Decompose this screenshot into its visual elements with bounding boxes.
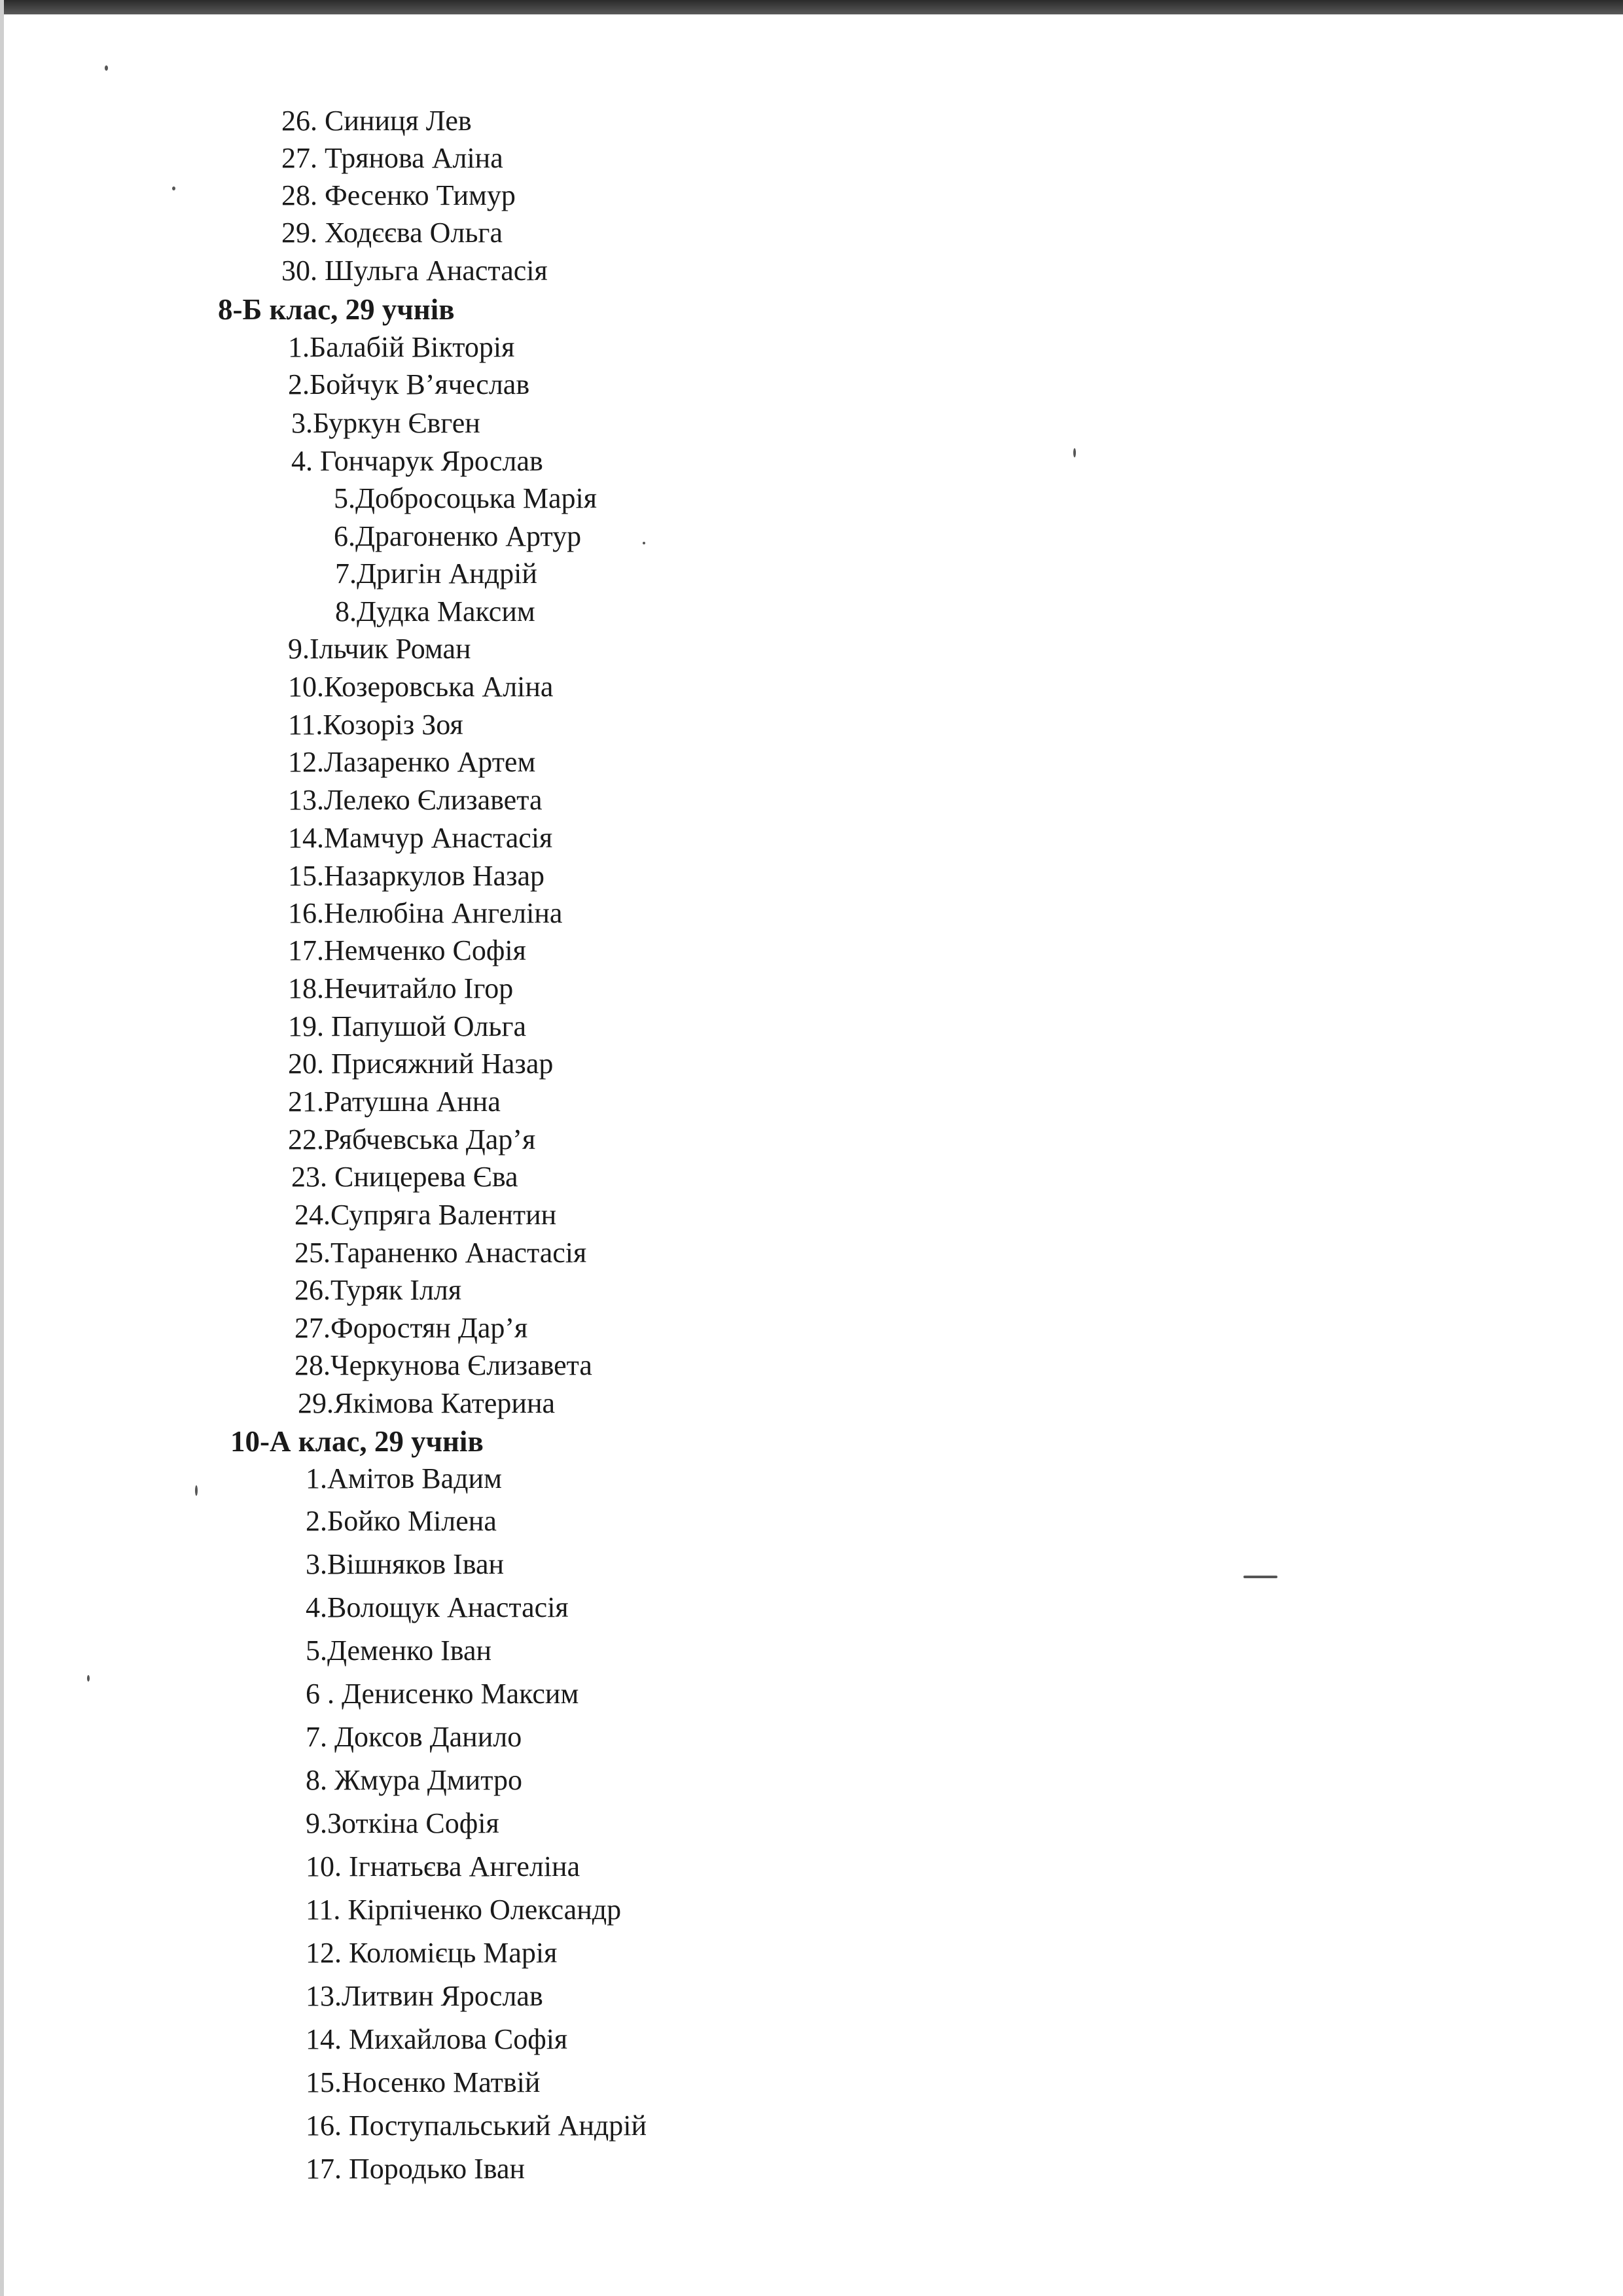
list-item: 21.Ратушна Анна <box>288 1086 501 1118</box>
list-item: 26. Синиця Лев <box>281 105 472 137</box>
list-item: 15.Назаркулов Назар <box>288 860 544 892</box>
list-item: 17.Немченко Софія <box>288 934 526 966</box>
list-item: 8.Дудка Максим <box>335 595 535 627</box>
list-item: 29.Якімова Катерина <box>298 1387 556 1419</box>
list-item: 14. Михайлова Софія <box>306 2023 568 2055</box>
list-item: 10.Козеровська Аліна <box>288 671 554 703</box>
list-item: 11.Козоріз Зоя <box>288 709 463 741</box>
list-item: 27.Форостян Дар’я <box>294 1312 528 1344</box>
list-item: 25.Тараненко Анастасія <box>294 1237 587 1269</box>
list-item: 8. Жмура Дмитро <box>306 1764 522 1796</box>
list-item: 7. Доксов Данило <box>306 1721 522 1753</box>
list-item: 5.Добросоцька Марія <box>334 482 597 514</box>
list-item: 23. Сницерева Єва <box>291 1161 518 1193</box>
class-10a-heading: 10-А клас, 29 учнів <box>230 1425 484 1458</box>
list-item: 10. Ігнатьєва Ангеліна <box>306 1850 580 1882</box>
list-item: 6.Драгоненко Артур <box>334 520 582 552</box>
list-item: 2.Бойчук В’ячеслав <box>288 368 530 400</box>
list-item: 12. Коломієць Марія <box>306 1937 558 1969</box>
list-item: 13.Литвин Ярослав <box>306 1980 543 2012</box>
list-item: 17. Породько Іван <box>306 2153 526 2185</box>
list-item: 15.Носенко Матвій <box>306 2066 541 2098</box>
list-item: 4.Волощук Анастасія <box>306 1591 569 1623</box>
list-item: 14.Мамчур Анастасія <box>288 822 553 854</box>
list-item: 24.Супряга Валентин <box>294 1199 557 1231</box>
list-item: 19. Папушой Ольга <box>288 1010 527 1042</box>
list-item: 5.Деменко Іван <box>306 1634 492 1667</box>
list-item: 28. Фесенко Тимур <box>281 179 516 211</box>
list-item: 3.Буркун Євген <box>291 407 480 439</box>
class-8b-heading: 8-Б клас, 29 учнів <box>218 293 455 326</box>
list-item: 4. Гончарук Ярослав <box>291 445 543 477</box>
list-item: 28.Черкунова Єлизавета <box>294 1349 592 1381</box>
list-item: 13.Лелеко Єлизавета <box>288 784 543 816</box>
list-item: 9.Зоткіна Софія <box>306 1807 499 1839</box>
list-item: 30. Шульга Анастасія <box>281 255 548 287</box>
list-item: 12.Лазаренко Артем <box>288 746 536 778</box>
list-item: 27. Трянова Аліна <box>281 142 503 174</box>
list-item: 18.Нечитайло Ігор <box>288 972 514 1004</box>
list-item: 6 . Денисенко Максим <box>306 1678 579 1710</box>
list-item: 7.Дригін Андрій <box>335 557 537 590</box>
list-item: 26.Туряк Ілля <box>294 1274 462 1306</box>
list-item: 9.Ільчик Роман <box>288 633 471 665</box>
list-item: 2.Бойко Мілена <box>306 1505 497 1537</box>
list-item: 22.Рябчевська Дар’я <box>288 1123 536 1156</box>
list-item: 16. Поступальський Андрій <box>306 2110 647 2142</box>
list-item: 1.Балабій Вікторія <box>288 331 515 363</box>
list-item: 29. Ходєєва Ольга <box>281 217 503 249</box>
list-item: 3.Вішняков Іван <box>306 1548 505 1580</box>
list-item: 1.Амітов Вадим <box>306 1462 502 1494</box>
list-item: 20. Присяжний Назар <box>288 1048 554 1080</box>
list-item: 11. Кірпіченко Олександр <box>306 1894 622 1926</box>
list-item: 16.Нелюбіна Ангеліна <box>288 897 563 929</box>
